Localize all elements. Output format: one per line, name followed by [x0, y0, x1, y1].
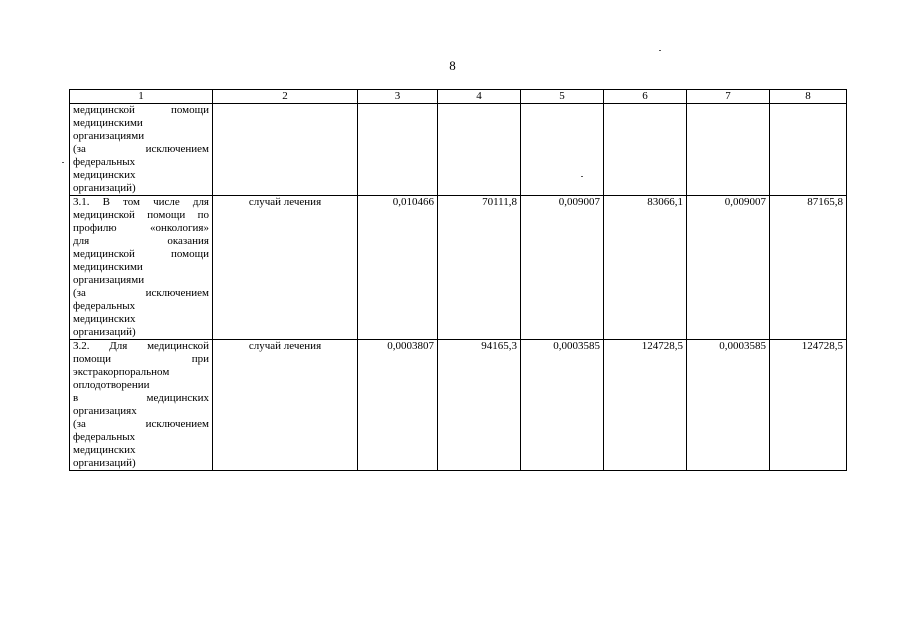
- row-label-line: оплодотворении: [73, 379, 150, 391]
- row-label-line: (за исключением: [73, 418, 209, 430]
- row-label-line: медицинскими: [73, 117, 143, 129]
- value-cell: 0,009007: [687, 196, 770, 340]
- value-cell: 0,009007: [521, 196, 604, 340]
- column-header: 7: [687, 90, 770, 104]
- header-row: [70, 90, 847, 104]
- row-label: [70, 340, 213, 471]
- row-label-line: медицинских: [73, 169, 136, 181]
- row-label-line: (за исключением: [73, 143, 209, 155]
- value-cell: 124728,5: [770, 340, 847, 471]
- row-label-line: медицинской помощи: [73, 248, 209, 260]
- row-label-line: медицинских: [73, 444, 136, 456]
- value-cell: 0,0003585: [521, 340, 604, 471]
- value-cell: 0,0003807: [358, 340, 438, 471]
- scan-speck: [659, 50, 661, 51]
- row-label-line: медицинскими: [73, 261, 143, 273]
- value-cell: [770, 104, 847, 196]
- row-label-line: организаций): [73, 457, 136, 469]
- row-label-line: (за исключением: [73, 287, 209, 299]
- value-cell: 70111,8: [438, 196, 521, 340]
- row-label-line: для оказания: [73, 235, 209, 247]
- value-cell: 87165,8: [770, 196, 847, 340]
- row-label-line: федеральных: [73, 300, 136, 312]
- table-row: [70, 196, 847, 340]
- row-label-line: организациями: [73, 274, 145, 286]
- column-header: 3: [358, 90, 438, 104]
- row-label-line: медицинской помощи: [73, 104, 209, 116]
- scan-speck: [62, 162, 64, 163]
- value-cell: [604, 104, 687, 196]
- value-cell: [358, 104, 438, 196]
- unit-cell: случай лечения: [213, 196, 358, 340]
- row-label-line: медицинской помощи по: [73, 209, 209, 221]
- value-cell: [438, 104, 521, 196]
- page-number: 8: [449, 58, 456, 73]
- unit-cell: [213, 104, 358, 196]
- table-row: [70, 104, 847, 196]
- row-label-line: помощи при: [73, 353, 209, 365]
- row-label-line: организаций): [73, 182, 136, 194]
- value-cell: 0,010466: [358, 196, 438, 340]
- column-header: 4: [438, 90, 521, 104]
- value-cell: [521, 104, 604, 196]
- row-label-line: федеральных: [73, 156, 136, 168]
- row-label-line: 3.1. В том числе для: [73, 196, 209, 208]
- row-label-line: медицинских: [73, 313, 136, 325]
- row-label-line: профилю «онкология»: [73, 222, 209, 234]
- value-cell: 124728,5: [604, 340, 687, 471]
- row-label-line: организациях: [73, 405, 137, 417]
- row-label-line: федеральных: [73, 431, 136, 443]
- row-label-line: 3.2. Для медицинской: [73, 340, 209, 352]
- column-header: 6: [604, 90, 687, 104]
- row-label-line: в медицинских: [73, 392, 209, 404]
- column-header: 5: [521, 90, 604, 104]
- column-header: 2: [213, 90, 358, 104]
- value-cell: 83066,1: [604, 196, 687, 340]
- row-label-line: экстракорпоральном: [73, 366, 170, 378]
- row-label: [70, 196, 213, 340]
- value-cell: 0,0003585: [687, 340, 770, 471]
- table-row: [70, 340, 847, 471]
- row-label-line: организациями: [73, 130, 145, 142]
- value-cell: [687, 104, 770, 196]
- column-header: 1: [70, 90, 213, 104]
- row-label: [70, 104, 213, 196]
- value-cell: 94165,3: [438, 340, 521, 471]
- data-table: [69, 89, 847, 471]
- unit-cell: случай лечения: [213, 340, 358, 471]
- row-label-line: организаций): [73, 326, 136, 338]
- column-header: 8: [770, 90, 847, 104]
